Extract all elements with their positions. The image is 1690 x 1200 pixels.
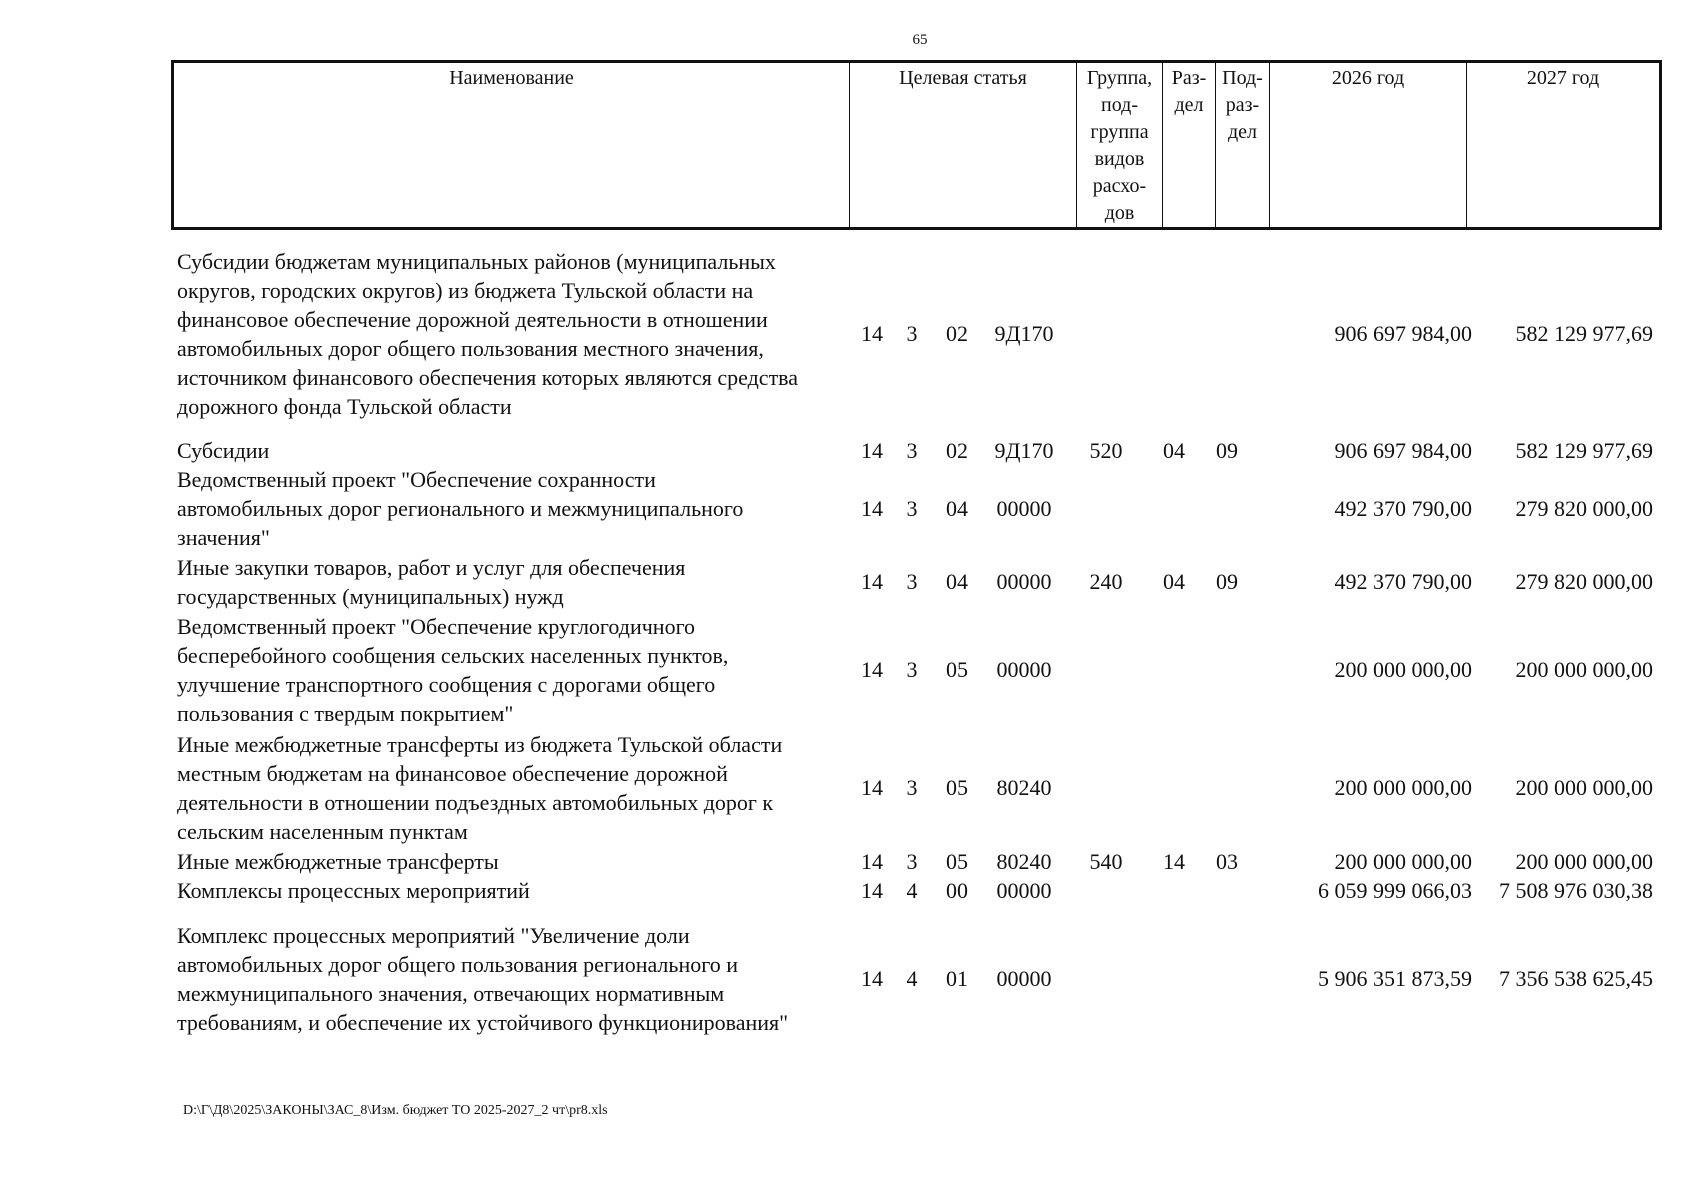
row-name: Ведомственный проект "Обеспечение сохранности автомобильных дорог регионального и межмуниципального значения" xyxy=(177,467,744,550)
file-path: D:\Г\Д8\2025\ЗАКОНЫ\ЗАС_8\Изм. бюджет ТО 2025-2027_2 чт\pr8.xls xyxy=(183,1103,608,1118)
row-2026: 492 370 790,00 xyxy=(1334,569,1472,594)
row-2026: 906 697 984,00 xyxy=(1334,321,1472,346)
row-code-1: 14 xyxy=(861,496,883,521)
row-2027: 582 129 977,69 xyxy=(1515,438,1653,463)
row-2027: 7 356 538 625,45 xyxy=(1499,966,1653,991)
header-year-2027: 2027 год xyxy=(1467,62,1661,229)
row-code-1: 14 xyxy=(861,569,883,594)
row-code-4: 00000 xyxy=(996,657,1052,682)
table-row xyxy=(171,553,1659,611)
row-code-4: 9Д170 xyxy=(994,321,1054,346)
row-code-3: 04 xyxy=(946,569,968,594)
row-2026: 492 370 790,00 xyxy=(1334,496,1472,521)
row-code-3: 05 xyxy=(946,775,968,800)
row-name: Иные межбюджетные трансферты из бюджета Тульской области местным бюджетам на финансовое обеспечение дорожной деятельности в отношении подъездных автомобильных дорог к сельским населенным пунктам xyxy=(177,732,783,844)
table-row xyxy=(171,436,1659,465)
row-code-2: 3 xyxy=(906,849,918,874)
row-code-1: 14 xyxy=(861,775,883,800)
row-name: Иные межбюджетные трансферты xyxy=(177,849,499,874)
row-2026: 200 000 000,00 xyxy=(1334,849,1472,874)
row-code-2: 3 xyxy=(906,569,918,594)
page-number: 65 xyxy=(912,32,928,48)
table-header xyxy=(171,60,1662,230)
row-section: 04 xyxy=(1163,569,1185,594)
row-group: 520 xyxy=(1089,438,1123,463)
row-2026: 5 906 351 873,59 xyxy=(1318,966,1472,991)
row-code-4: 00000 xyxy=(996,496,1052,521)
row-2026: 6 059 999 066,03 xyxy=(1318,878,1472,903)
row-code-4: 80240 xyxy=(996,775,1052,800)
row-subsection: 09 xyxy=(1216,438,1238,463)
row-subsection: 09 xyxy=(1216,569,1238,594)
row-code-3: 05 xyxy=(946,657,968,682)
row-group: 240 xyxy=(1089,569,1123,594)
row-code-3: 05 xyxy=(946,849,968,874)
row-code-1: 14 xyxy=(861,966,883,991)
row-2026: 200 000 000,00 xyxy=(1334,657,1472,682)
row-2027: 582 129 977,69 xyxy=(1515,321,1653,346)
table-row xyxy=(171,847,1659,876)
row-name: Комплекс процессных мероприятий "Увеличение доли автомобильных дорог общего пользования регионального и межмуниципального значения, отвечающих нормативным требованиям, и обеспечение их устойчивого функционирования" xyxy=(177,923,789,1035)
row-code-2: 3 xyxy=(906,775,918,800)
row-name: Субсидии xyxy=(177,438,270,463)
row-code-2: 3 xyxy=(906,657,918,682)
table-row xyxy=(171,876,1659,905)
row-2027: 279 820 000,00 xyxy=(1515,496,1653,521)
row-name: Ведомственный проект "Обеспечение круглогодичного бесперебойного сообщения сельских населенных пунктов, улучшение транспортного сообщения с дорогами общего пользования с твердым покрытием" xyxy=(177,614,729,726)
row-code-3: 01 xyxy=(946,966,968,991)
row-code-2: 3 xyxy=(906,496,918,521)
table-row xyxy=(171,612,1659,728)
table-row xyxy=(171,921,1659,1037)
row-2026: 906 697 984,00 xyxy=(1334,438,1472,463)
row-code-2: 4 xyxy=(906,966,918,991)
header-name: Наименование xyxy=(173,62,850,229)
row-section: 04 xyxy=(1163,438,1185,463)
row-code-2: 3 xyxy=(906,321,918,346)
row-code-4: 9Д170 xyxy=(994,438,1054,463)
table-row xyxy=(171,247,1659,421)
row-group: 540 xyxy=(1089,849,1123,874)
header-year-2026: 2026 год xyxy=(1270,62,1467,229)
row-code-2: 4 xyxy=(906,878,918,903)
table-row xyxy=(171,730,1659,846)
header-expense-group: Группа, под- группа видов расхо- дов xyxy=(1077,62,1163,229)
header-target-article: Целевая статья xyxy=(850,62,1077,229)
row-code-4: 80240 xyxy=(996,849,1052,874)
row-2027: 279 820 000,00 xyxy=(1515,569,1653,594)
header-subsection: Под- раз- дел xyxy=(1216,62,1270,229)
row-code-4: 00000 xyxy=(996,966,1052,991)
row-code-1: 14 xyxy=(861,878,883,903)
row-name: Иные закупки товаров, работ и услуг для обеспечения государственных (муниципальных) нужд xyxy=(177,555,686,609)
row-code-4: 00000 xyxy=(996,569,1052,594)
row-2027: 200 000 000,00 xyxy=(1515,657,1653,682)
row-2027: 7 508 976 030,38 xyxy=(1499,878,1653,903)
row-code-1: 14 xyxy=(861,657,883,682)
table-row xyxy=(171,465,1659,552)
row-code-3: 00 xyxy=(946,878,968,903)
row-code-1: 14 xyxy=(861,849,883,874)
row-code-1: 14 xyxy=(861,438,883,463)
row-name: Субсидии бюджетам муниципальных районов (муниципальных округов, городских округов) из бюджета Тульской области на финансовое обеспечение дорожной деятельности в отношении автомобильных дорог общего пользования местного значения, источником финансового обеспечения которых являются средства дорожного фонда Тульской области xyxy=(177,249,799,419)
row-2027: 200 000 000,00 xyxy=(1515,775,1653,800)
header-section: Раз- дел xyxy=(1163,62,1216,229)
row-code-2: 3 xyxy=(906,438,918,463)
row-name: Комплексы процессных мероприятий xyxy=(177,878,530,903)
row-2026: 200 000 000,00 xyxy=(1334,775,1472,800)
row-subsection: 03 xyxy=(1216,849,1238,874)
row-code-4: 00000 xyxy=(996,878,1052,903)
row-section: 14 xyxy=(1163,849,1185,874)
row-code-3: 04 xyxy=(946,496,968,521)
row-code-1: 14 xyxy=(861,321,883,346)
row-code-3: 02 xyxy=(946,438,968,463)
row-2027: 200 000 000,00 xyxy=(1515,849,1653,874)
row-code-3: 02 xyxy=(946,321,968,346)
